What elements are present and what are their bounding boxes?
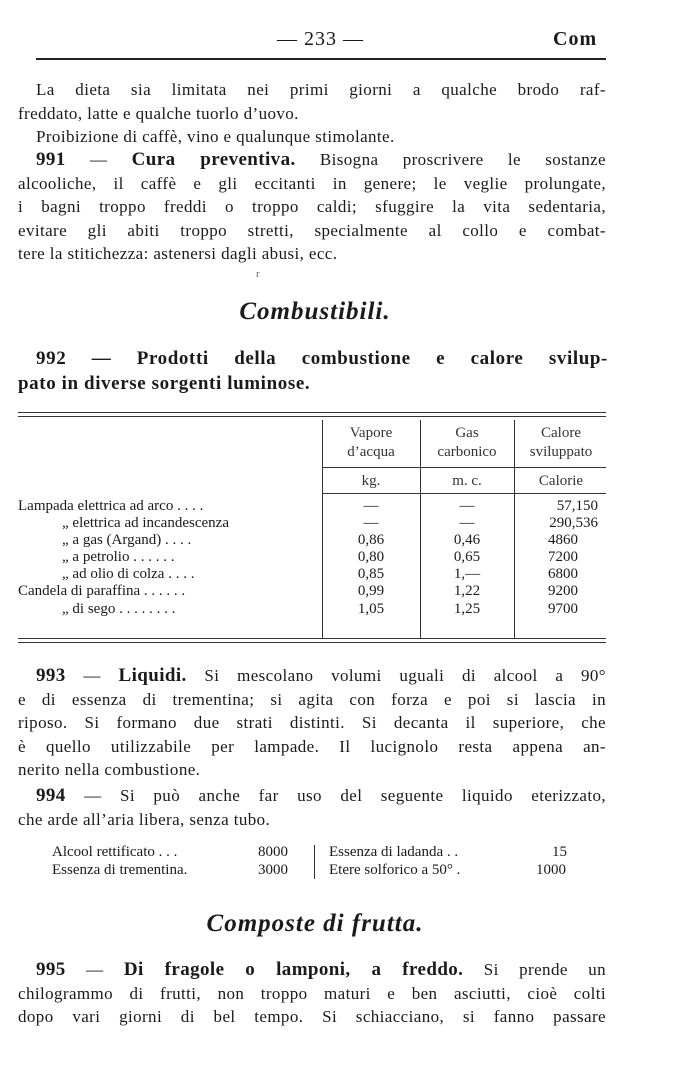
table-cell-gas: 1,— bbox=[453, 566, 481, 582]
table-unit-rule bbox=[322, 493, 606, 494]
intro-line-3: Proibizione di caffè, vino e qualunque stimolante. bbox=[36, 127, 395, 147]
section-title-combustibili: Combustibili. bbox=[239, 298, 391, 325]
table-cell-vapor: 1,05 bbox=[357, 601, 385, 617]
table-row-label: „ elettrica ad incandescenza bbox=[62, 515, 229, 531]
s995-number: 995 bbox=[36, 959, 66, 980]
s991-line: tere la stitichezza: astenersi dagli abusi, ecc. bbox=[18, 244, 338, 264]
s993-number: 993 bbox=[36, 665, 66, 686]
section-994 bbox=[18, 784, 606, 831]
table-bottom-rule-2 bbox=[18, 642, 606, 643]
table-cell-heat: 4860 bbox=[548, 532, 578, 548]
page-number: — 233 — bbox=[277, 28, 364, 50]
mixture-right-qty: 15 bbox=[552, 844, 567, 860]
table-cell-vapor: 0,86 bbox=[357, 532, 385, 548]
col-header-heat-line1: Calore bbox=[541, 425, 581, 441]
table-cell-vapor: 0,99 bbox=[357, 583, 385, 599]
table-cell-heat: 9700 bbox=[548, 601, 578, 617]
table-row-label: „ a gas (Argand) . . . . bbox=[62, 532, 192, 548]
s995-line: dopo vari giorni di bel tempo. Si schiacciano, si fanno passare bbox=[18, 1007, 606, 1027]
s993-title: Liquidi. bbox=[118, 665, 187, 686]
mixture-left-qty: 3000 bbox=[258, 862, 288, 878]
table-cell-vapor: — bbox=[363, 498, 379, 514]
s994-first-line bbox=[18, 784, 606, 808]
s992-line-1: 992 — Prodotti della combustione e calore svilup- bbox=[36, 348, 608, 369]
table-top-rule bbox=[18, 412, 606, 413]
mixture-left-name: Essenza di trementina. bbox=[52, 862, 188, 878]
table-row-label: „ a petrolio . . . . . . bbox=[62, 549, 175, 565]
table-cell-heat: 7200 bbox=[548, 549, 578, 565]
s993-line: nerito nella combustione. bbox=[18, 760, 201, 780]
running-head: Com bbox=[553, 28, 598, 50]
intro-paragraph bbox=[18, 78, 606, 149]
mixture-left-qty: 8000 bbox=[258, 844, 288, 860]
header-rule bbox=[36, 58, 606, 60]
s995-dash: — bbox=[65, 960, 124, 979]
mixture-right-qty: 1000 bbox=[536, 862, 566, 878]
s991-line: alcooliche, il caffè e gli eccitanti in genere; le veglie prolungate, bbox=[18, 173, 606, 193]
section-995 bbox=[18, 958, 606, 1029]
s991-text: Bisogna proscrivere le sostanze bbox=[295, 150, 606, 169]
s993-line: riposo. Si formano due strati distinti. Si decanta il superiore, che bbox=[18, 713, 606, 733]
section-993 bbox=[18, 664, 606, 782]
mixture-right-name: Essenza di ladanda . . bbox=[329, 844, 459, 860]
table-cell-vapor: 0,80 bbox=[357, 549, 385, 565]
s994-line-2: che arde all’aria libera, senza tubo. bbox=[18, 809, 271, 829]
col-header-vapor-line1: Vapore bbox=[349, 425, 393, 441]
intro-line-1: La dieta sia limitata nei primi giorni a qualche brodo raf- bbox=[36, 80, 606, 99]
s995-line: chilogrammo di frutti, non troppo maturi e ben asciutti, cioè colti bbox=[18, 983, 606, 1003]
table-cell-heat: 57,150 bbox=[556, 498, 598, 514]
mixture-left-name: Alcool rettificato . . . bbox=[52, 844, 178, 860]
s991-line: evitare gli abiti troppo stretti, specialmente al collo e combat- bbox=[18, 220, 606, 240]
table-cell-heat: 9200 bbox=[548, 583, 578, 599]
mixture-divider bbox=[314, 845, 315, 879]
s991-first-line bbox=[18, 148, 606, 172]
s994-text: Si può anche far uso del seguente liquido eterizzato, bbox=[119, 786, 607, 805]
s993-line: e di essenza di trementina; si agita con forza e poi si lascia in bbox=[18, 689, 606, 709]
table-cell-heat: 6800 bbox=[548, 566, 578, 582]
unit-heat: Calorie bbox=[538, 473, 584, 489]
unit-gas: m. c. bbox=[452, 473, 482, 489]
table-cell-gas: 0,46 bbox=[453, 532, 481, 548]
table-cell-gas: — bbox=[459, 515, 475, 531]
s995-text: Si prende un bbox=[463, 960, 606, 979]
mixture-right-name: Etere solforico a 50° . bbox=[329, 862, 461, 878]
table-row-label: „ di sego . . . . . . . . bbox=[62, 601, 176, 617]
s994-dash: — bbox=[65, 786, 120, 805]
table-cell-gas: 1,22 bbox=[453, 583, 481, 599]
s993-dash: — bbox=[65, 666, 119, 685]
s991-line: i bagni troppo freddi o troppo caldi; sfuggire la vita sedentaria, bbox=[18, 197, 606, 217]
table-cell-gas: — bbox=[459, 498, 475, 514]
col-header-vapor bbox=[322, 424, 420, 462]
table-bottom-rule bbox=[18, 638, 606, 639]
intro-line-2: freddato, latte e qualche tuorlo d’uovo. bbox=[18, 103, 299, 123]
section-992-heading bbox=[18, 346, 608, 396]
table-header-rule bbox=[322, 467, 606, 468]
col-header-heat bbox=[514, 424, 608, 462]
s992-line-2: pato in diverse sorgenti luminose. bbox=[18, 373, 311, 394]
table-cell-heat: 290,536 bbox=[549, 515, 598, 531]
table-cell-gas: 0,65 bbox=[453, 549, 481, 565]
table-top-rule-2 bbox=[18, 416, 606, 417]
section-991 bbox=[18, 148, 606, 266]
s994-number: 994 bbox=[36, 785, 66, 806]
unit-vapor: kg. bbox=[361, 473, 381, 489]
table-cell-vapor: 0,85 bbox=[357, 566, 385, 582]
col-header-vapor-line2: d’acqua bbox=[347, 444, 395, 460]
col-header-gas-line2: carbonico bbox=[437, 444, 497, 460]
s993-text: Si mescolano volumi uguali di alcool a 90° bbox=[186, 666, 607, 685]
s991-dash: — bbox=[65, 150, 132, 169]
s993-first-line bbox=[18, 664, 606, 688]
running-header bbox=[18, 28, 604, 56]
table-row-label: „ ad olio di colza . . . . bbox=[62, 566, 195, 582]
col-header-heat-line2: sviluppato bbox=[529, 444, 593, 460]
table-row-label: Candela di paraffina . . . . . . bbox=[18, 583, 186, 599]
s991-title: Cura preventiva. bbox=[131, 149, 296, 170]
col-header-gas-line1: Gas bbox=[455, 425, 479, 441]
s993-line: è quello utilizzabile per lampade. Il lucignolo resta appena an- bbox=[18, 736, 606, 756]
stray-mark: r bbox=[256, 268, 260, 280]
table-cell-gas: 1,25 bbox=[453, 601, 481, 617]
table-row-label: Lampada elettrica ad arco . . . . bbox=[18, 498, 204, 514]
col-header-gas bbox=[420, 424, 514, 462]
table-cell-vapor: — bbox=[363, 515, 379, 531]
section-title-composte: Composte di frutta. bbox=[206, 910, 424, 937]
s995-first-line bbox=[18, 958, 606, 982]
s995-title: Di fragole o lamponi, a freddo. bbox=[123, 959, 464, 980]
s991-number: 991 bbox=[36, 149, 66, 170]
